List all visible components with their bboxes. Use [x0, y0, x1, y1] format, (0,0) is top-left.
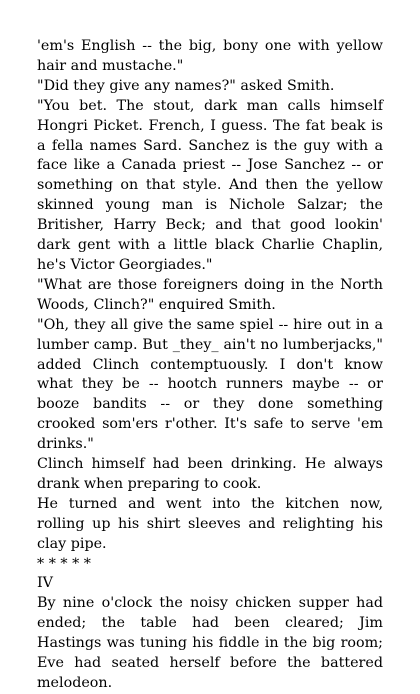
paragraph-kitchen: He turned and went into the kitchen now, rolling up his shirt sleeves and relighting his clay pipe.: [37, 495, 383, 552]
paragraph-supper: By nine o'clock the noisy chicken supper had ended; the table had been cleared; Jim Hastings was tuning his fiddle in the big room; Eve had seated herself before the battered melodeon.: [37, 595, 383, 691]
paragraph-names-list: "You bet. The stout, dark man calls himself Hongri Picket. French, I guess. The fat beak is a fella names Sard. Sanchez is the guy with a face like a Canada priest -- Jose Sanchez -- or something on that style. And then the yellow skinned young man is Nichole Salzar; the Britisher, Harry Beck; and that good lookin' dark gent with a little black Charlie Chaplin, he's Victor Georgiades.": [37, 97, 383, 273]
chapter-heading: IV: [37, 575, 53, 592]
paragraph-clinch-drinking: Clinch himself had been drinking. He always drank when preparing to cook.: [37, 456, 383, 492]
paragraph-clinch-answer: "Oh, they all give the same spiel -- hire out in a lumber camp. But _they_ ain't no lumberjacks," added Clinch contemptuously. I don't know what they be -- hootch runners maybe -- or booze bandits -- or they done something crooked som'ers r'other. It's safe to serve 'em drinks.": [37, 316, 383, 453]
section-separator: * * * * *: [37, 555, 91, 572]
paragraph-smith-question: "Did they give any names?" asked Smith.: [37, 77, 335, 94]
paragraph-continuation: 'em's English -- the big, bony one with yellow hair and mustache.": [37, 38, 383, 74]
document-page: [37, 37, 383, 694]
paragraph-foreigners-question: "What are those foreigners doing in the North Woods, Clinch?" enquired Smith.: [37, 276, 383, 313]
